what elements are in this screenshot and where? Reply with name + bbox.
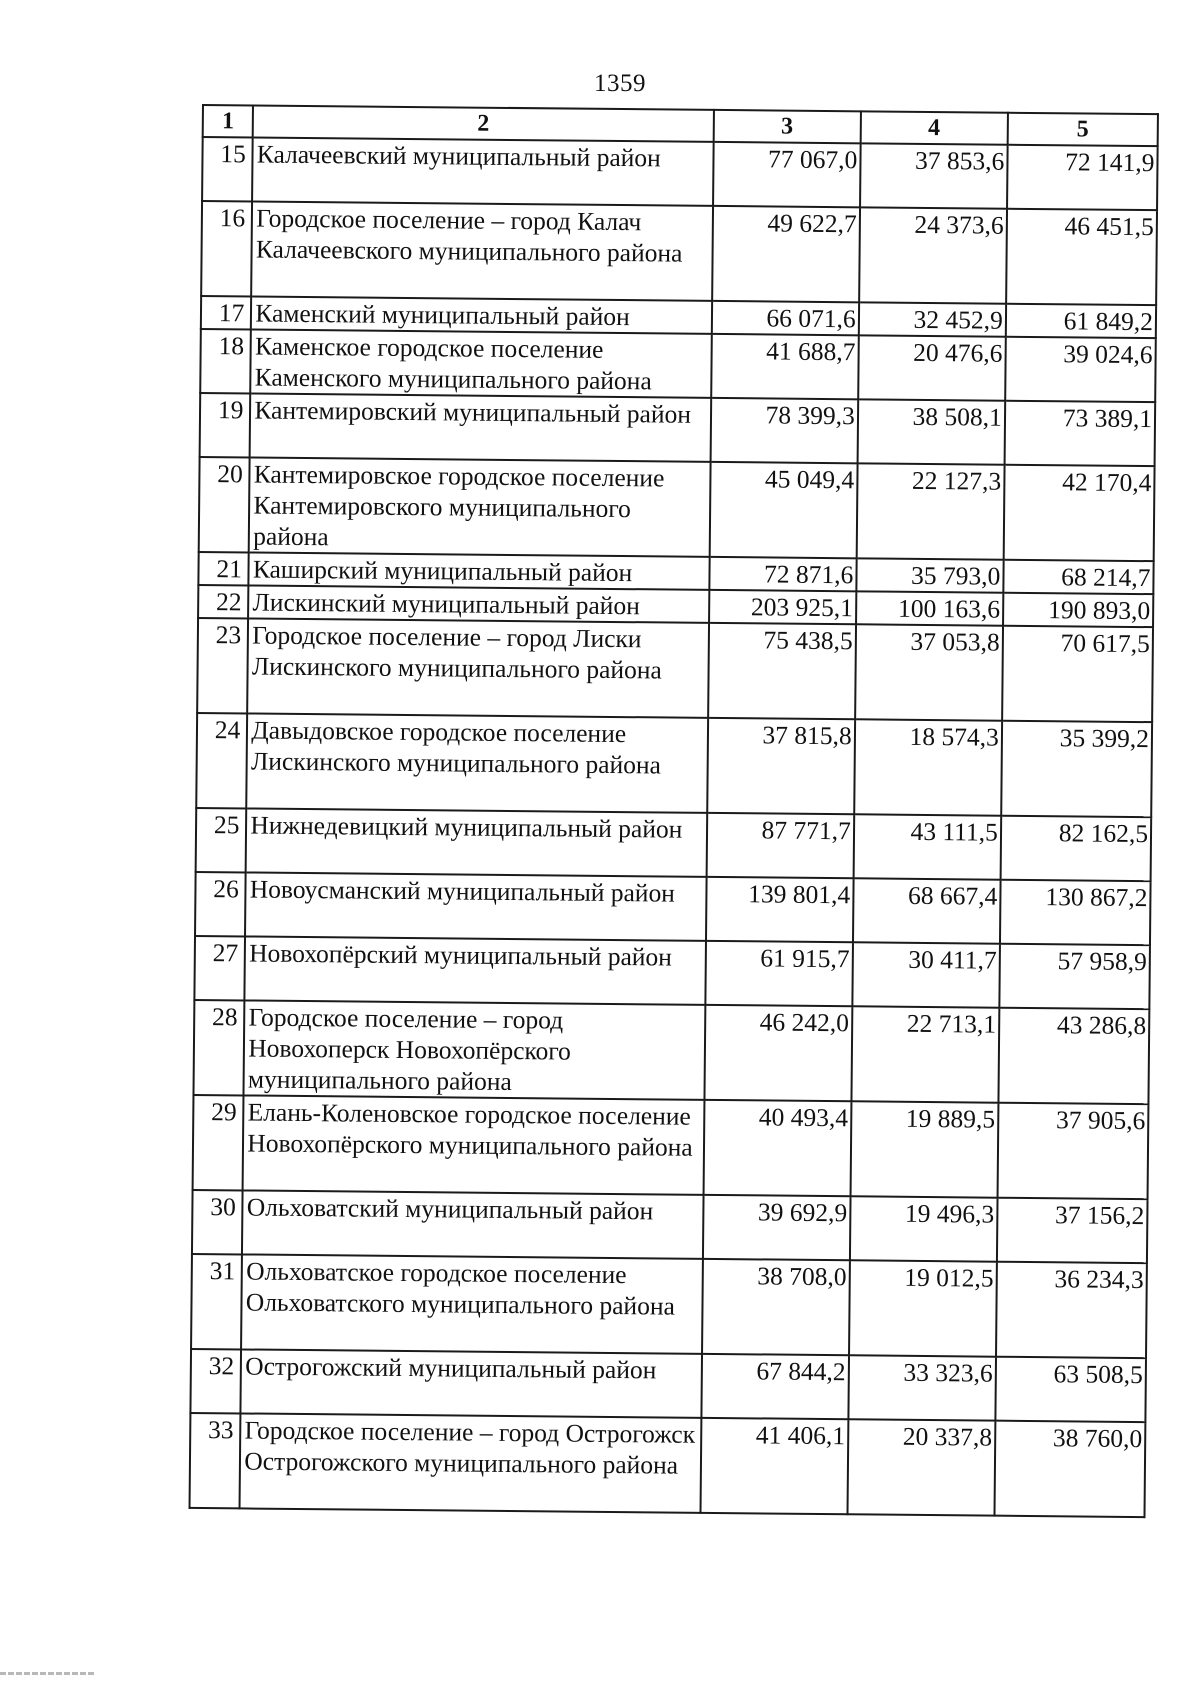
- row-number-cell: 27: [194, 936, 245, 1000]
- row-value-col4-cell: 38 508,1: [857, 399, 1005, 464]
- page-number: 1359: [594, 70, 646, 97]
- row-value-col4-cell: 20 476,6: [858, 335, 1006, 400]
- row-name-cell: Новоусманский муниципальный район: [245, 872, 706, 940]
- row-value-col5-cell: 43 286,8: [998, 1008, 1149, 1104]
- header-cell-2: 2: [253, 105, 714, 141]
- row-number-cell: 29: [193, 1095, 244, 1190]
- row-number-cell: 31: [191, 1254, 242, 1349]
- row-name-cell: Ольховатское городское поселение Ольховатского муниципального района: [241, 1254, 702, 1353]
- row-name-cell: Городское поселение – город Острогожск Острогожского муниципального района: [240, 1413, 701, 1512]
- row-name-cell: Городское поселение – город Новохоперск Новохопёрского муниципального района: [244, 1000, 705, 1099]
- row-value-col3-cell: 77 067,0: [713, 142, 861, 207]
- row-value-col3-cell: 139 801,4: [706, 877, 854, 942]
- row-value-col5-cell: 37 156,2: [997, 1198, 1148, 1263]
- row-number-cell: 17: [201, 296, 252, 329]
- row-value-col5-cell: 70 617,5: [1002, 626, 1153, 722]
- row-value-col5-cell: 36 234,3: [996, 1262, 1147, 1358]
- row-number-cell: 32: [190, 1349, 241, 1413]
- table-row: [196, 713, 1152, 817]
- row-value-col4-cell: 24 373,6: [859, 207, 1007, 303]
- header-cell-1: 1: [203, 105, 254, 137]
- row-value-col5-cell: 37 905,6: [997, 1103, 1148, 1199]
- row-name-cell: Кантемировский муниципальный район: [250, 393, 711, 461]
- row-name-cell: Городское поселение – город Калач Калачеевского муниципального района: [252, 201, 713, 300]
- header-cell-3: 3: [713, 110, 860, 143]
- row-value-col3-cell: 37 815,8: [707, 718, 855, 814]
- row-value-col5-cell: 38 760,0: [994, 1421, 1145, 1517]
- row-number-cell: 16: [201, 201, 252, 296]
- table-row: [200, 393, 1156, 466]
- row-name-cell: Новохопёрский муниципальный район: [245, 936, 706, 1004]
- row-number-cell: 23: [197, 618, 248, 713]
- row-value-col4-cell: 37 853,6: [860, 143, 1008, 208]
- row-value-col4-cell: 20 337,8: [847, 1419, 995, 1515]
- allocation-table: [189, 104, 1159, 1518]
- row-value-col3-cell: 41 406,1: [700, 1418, 848, 1514]
- row-value-col4-cell: 100 163,6: [856, 591, 1003, 625]
- scan-artifact-mark: [0, 1672, 95, 1675]
- row-value-col5-cell: 68 214,7: [1003, 560, 1153, 594]
- table-row: [193, 1095, 1149, 1199]
- table-row: [199, 457, 1155, 561]
- table-row: [190, 1413, 1146, 1517]
- row-number-cell: 28: [193, 1000, 244, 1095]
- row-value-col4-cell: 22 127,3: [856, 463, 1004, 559]
- row-value-col3-cell: 67 844,2: [701, 1354, 849, 1419]
- row-value-col3-cell: 40 493,4: [703, 1100, 851, 1196]
- row-value-col5-cell: 72 141,9: [1007, 145, 1158, 210]
- row-value-col3-cell: 49 622,7: [712, 206, 860, 302]
- row-value-col5-cell: 39 024,6: [1005, 337, 1156, 402]
- row-number-cell: 33: [190, 1413, 241, 1508]
- table-row: [197, 618, 1153, 722]
- row-name-cell: Острогожский муниципальный район: [241, 1349, 702, 1417]
- row-value-col5-cell: 63 508,5: [995, 1357, 1146, 1422]
- row-number-cell: 21: [198, 552, 249, 585]
- row-name-cell: Каменское городское поселение Каменского муниципального района: [251, 329, 712, 397]
- table-row: [200, 329, 1156, 402]
- row-number-cell: 19: [200, 393, 251, 457]
- row-value-col4-cell: 33 323,6: [848, 1355, 996, 1420]
- row-number-cell: 25: [196, 808, 247, 872]
- row-value-col3-cell: 41 688,7: [711, 334, 859, 399]
- table-row: [196, 808, 1152, 881]
- row-value-col3-cell: 66 071,6: [712, 301, 859, 335]
- row-name-cell: Ольховатский муниципальный район: [242, 1190, 703, 1258]
- row-value-col3-cell: 203 925,1: [709, 590, 856, 624]
- row-value-col5-cell: 57 958,9: [999, 944, 1150, 1009]
- row-value-col4-cell: 30 411,7: [852, 942, 1000, 1007]
- row-name-cell: Каширский муниципальный район: [249, 552, 710, 589]
- row-value-col5-cell: 190 893,0: [1003, 593, 1153, 627]
- table-row: [192, 1190, 1148, 1263]
- row-value-col5-cell: 82 162,5: [1000, 816, 1151, 881]
- row-value-col5-cell: 73 389,1: [1004, 401, 1155, 466]
- document-sheet: [189, 104, 1159, 1518]
- row-value-col4-cell: 19 889,5: [850, 1101, 998, 1197]
- row-value-col3-cell: 45 049,4: [709, 462, 857, 558]
- row-value-col5-cell: 46 451,5: [1006, 209, 1157, 305]
- row-value-col4-cell: 37 053,8: [855, 624, 1003, 720]
- row-value-col3-cell: 38 708,0: [702, 1259, 850, 1355]
- row-value-col4-cell: 19 496,3: [850, 1196, 998, 1261]
- row-value-col4-cell: 19 012,5: [849, 1260, 997, 1356]
- row-value-col4-cell: 32 452,9: [859, 302, 1006, 336]
- row-number-cell: 15: [202, 137, 253, 201]
- row-value-col3-cell: 72 871,6: [709, 557, 856, 591]
- row-name-cell: Давыдовское городское поселение Лискинского муниципального района: [247, 713, 708, 812]
- row-name-cell: Городское поселение – город Лиски Лискинского муниципального района: [248, 618, 709, 717]
- row-number-cell: 26: [195, 872, 246, 936]
- row-name-cell: Кантемировское городское поселение Кантемировского муниципального района: [249, 457, 710, 556]
- table-row: [202, 137, 1158, 210]
- table-row: [193, 1000, 1149, 1104]
- row-number-cell: 30: [192, 1190, 243, 1254]
- row-value-col4-cell: 68 667,4: [853, 878, 1001, 943]
- row-name-cell: Елань-Коленовское городское поселение Новохопёрского муниципального района: [243, 1095, 704, 1194]
- row-value-col3-cell: 61 915,7: [705, 941, 853, 1006]
- row-number-cell: 24: [196, 713, 247, 808]
- row-value-col3-cell: 75 438,5: [708, 623, 856, 719]
- row-number-cell: 20: [199, 457, 250, 552]
- row-value-col3-cell: 39 692,9: [703, 1195, 851, 1260]
- row-value-col5-cell: 61 849,2: [1006, 304, 1156, 338]
- header-cell-4: 4: [860, 111, 1007, 144]
- row-number-cell: 22: [198, 585, 249, 618]
- row-value-col3-cell: 87 771,7: [706, 813, 854, 878]
- table-row: [191, 1254, 1147, 1358]
- table-row: [201, 201, 1157, 305]
- row-name-cell: Каменский муниципальный район: [251, 296, 712, 333]
- row-value-col4-cell: 18 574,3: [854, 719, 1002, 815]
- header-cell-5: 5: [1007, 113, 1157, 146]
- row-value-col3-cell: 46 242,0: [704, 1005, 852, 1101]
- table-row: [195, 872, 1151, 945]
- table-row: [194, 936, 1150, 1009]
- row-value-col5-cell: 35 399,2: [1001, 721, 1152, 817]
- row-number-cell: 18: [200, 329, 251, 393]
- row-value-col4-cell: 35 793,0: [856, 558, 1003, 592]
- row-value-col4-cell: 43 111,5: [853, 814, 1001, 879]
- row-name-cell: Лискинский муниципальный район: [248, 585, 709, 622]
- row-value-col3-cell: 78 399,3: [710, 398, 858, 463]
- row-value-col5-cell: 130 867,2: [1000, 880, 1151, 945]
- table-row: [190, 1349, 1146, 1422]
- row-name-cell: Нижнедевицкий муниципальный район: [246, 808, 707, 876]
- row-name-cell: Калачеевский муниципальный район: [252, 137, 713, 205]
- row-value-col5-cell: 42 170,4: [1004, 465, 1155, 561]
- row-value-col4-cell: 22 713,1: [851, 1006, 999, 1102]
